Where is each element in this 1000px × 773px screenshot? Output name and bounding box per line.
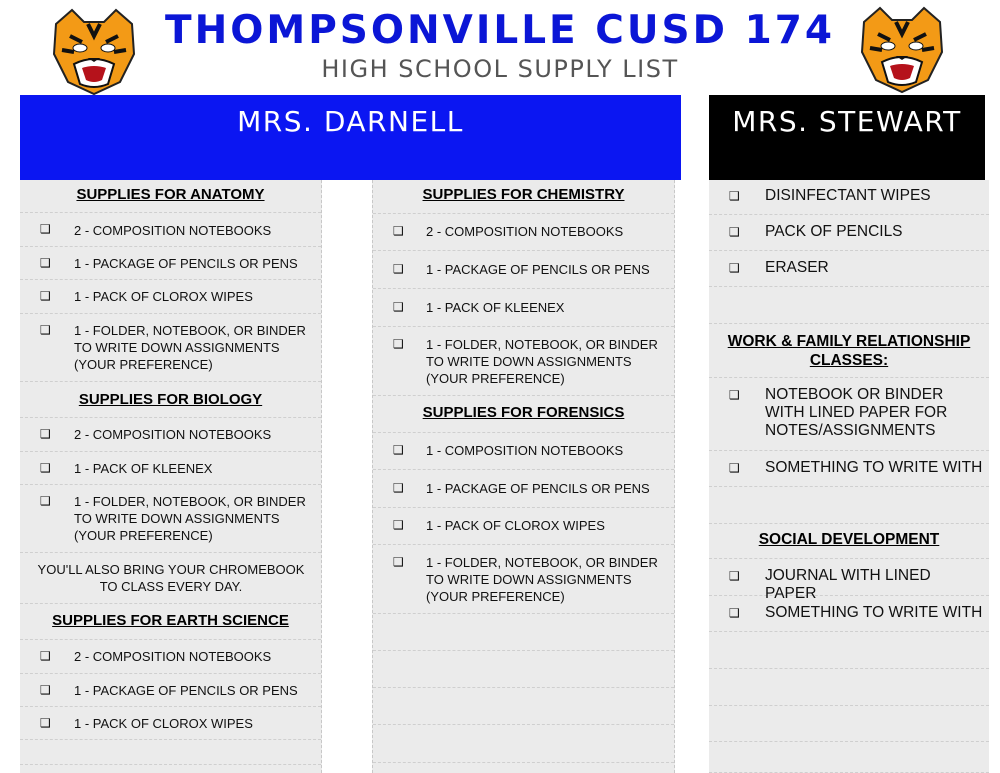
list-item: ❑ 2 - COMPOSITION NOTEBOOKS (20, 640, 321, 674)
checkbox-icon: ❑ (40, 716, 51, 730)
list-item: ❑ 1 - PACK OF CLOROX WIPES (373, 508, 674, 545)
list-item: ❑ 1 - COMPOSITION NOTEBOOKS (373, 433, 674, 470)
checkbox-icon: ❑ (40, 461, 51, 475)
empty-row (373, 725, 674, 763)
list-item: ❑ 1 - PACKAGE OF PENCILS OR PENS (20, 674, 321, 707)
empty-row (709, 742, 989, 773)
list-item: ❑ 1 - PACKAGE OF PENCILS OR PENS (20, 247, 321, 280)
anatomy-heading: SUPPLIES FOR ANATOMY (76, 186, 265, 203)
checkbox-icon: ❑ (40, 494, 51, 508)
empty-row (20, 740, 321, 765)
forensics-heading: SUPPLIES FOR FORENSICS (422, 404, 625, 421)
list-item: ❑ 1 - PACK OF KLEENEX (20, 452, 321, 485)
list-item: ❑ SOMETHING TO WRITE WITH (709, 596, 989, 632)
list-item: ❑ SOMETHING TO WRITE WITH (709, 451, 989, 487)
empty-row (373, 651, 674, 688)
chromebook-note: YOU'LL ALSO BRING YOUR CHROMEBOOK TO CLASS EVERY DAY. (37, 562, 305, 594)
list-item: ❑ 2 - COMPOSITION NOTEBOOKS (373, 214, 674, 251)
checkbox-icon: ❑ (393, 300, 404, 314)
checkbox-icon: ❑ (40, 222, 51, 236)
list-item: ❑ ERASER (709, 251, 989, 287)
checkbox-icon: ❑ (393, 518, 404, 532)
list-item: ❑ 2 - COMPOSITION NOTEBOOKS (20, 213, 321, 247)
teacher-header-darnell: MRS. DARNELL (20, 95, 681, 180)
list-item: ❑ 1 - FOLDER, NOTEBOOK, OR BINDER TO WRITE DOWN ASSIGNMENTS (YOUR PREFERENCE) (20, 485, 321, 553)
page-subtitle: HIGH SCHOOL SUPPLY LIST (321, 55, 679, 83)
list-item: ❑ PACK OF PENCILS (709, 215, 989, 251)
list-item: ❑ JOURNAL WITH LINED PAPER (709, 559, 989, 596)
empty-row (709, 632, 989, 669)
list-item: ❑ NOTEBOOK OR BINDER WITH LINED PAPER FOR NOTES/ASSIGNMENTS (709, 378, 989, 451)
checkbox-icon: ❑ (40, 323, 51, 337)
checkbox-icon: ❑ (40, 649, 51, 663)
section-heading-row (20, 180, 321, 213)
checkbox-icon: ❑ (40, 683, 51, 697)
checkbox-icon: ❑ (40, 256, 51, 270)
earth-science-heading: SUPPLIES FOR EARTH SCIENCE (52, 612, 289, 629)
checkbox-icon: ❑ (40, 427, 51, 441)
checkbox-icon: ❑ (393, 555, 404, 569)
darnell-column-left (20, 180, 322, 773)
checkbox-icon: ❑ (393, 224, 404, 238)
section-heading-row (373, 180, 674, 214)
list-item: ❑ 1 - PACK OF CLOROX WIPES (20, 280, 321, 314)
empty-row (709, 706, 989, 742)
stewart-column (709, 180, 989, 773)
biology-heading: SUPPLIES FOR BIOLOGY (78, 391, 263, 408)
checkbox-icon: ❑ (729, 189, 740, 203)
section-heading-row (373, 396, 674, 433)
checkbox-icon: ❑ (729, 569, 740, 583)
darnell-column-right (372, 180, 675, 773)
empty-row (709, 287, 989, 324)
list-item: ❑ 1 - PACKAGE OF PENCILS OR PENS (373, 470, 674, 508)
section-heading-row (709, 524, 989, 559)
checkbox-icon: ❑ (729, 388, 740, 402)
checkbox-icon: ❑ (729, 461, 740, 475)
checkbox-icon: ❑ (40, 289, 51, 303)
section-heading-row (20, 382, 321, 418)
empty-row (373, 688, 674, 725)
list-item: ❑ 1 - FOLDER, NOTEBOOK, OR BINDER TO WRITE DOWN ASSIGNMENTS (YOUR PREFERENCE) (373, 545, 674, 614)
list-item: ❑ 1 - FOLDER, NOTEBOOK, OR BINDER TO WRITE DOWN ASSIGNMENTS (YOUR PREFERENCE) (373, 327, 674, 396)
list-item: ❑ 1 - PACKAGE OF PENCILS OR PENS (373, 251, 674, 289)
checkbox-icon: ❑ (729, 261, 740, 275)
checkbox-icon: ❑ (393, 443, 404, 457)
list-item: ❑ DISINFECTANT WIPES (709, 180, 989, 215)
checkbox-icon: ❑ (729, 225, 740, 239)
teacher-header-stewart: MRS. STEWART (709, 95, 985, 180)
list-item: ❑ 2 - COMPOSITION NOTEBOOKS (20, 418, 321, 452)
social-development-heading: SOCIAL DEVELOPMENT (758, 531, 940, 548)
checkbox-icon: ❑ (729, 606, 740, 620)
chemistry-heading: SUPPLIES FOR CHEMISTRY (422, 186, 625, 203)
list-item: ❑ 1 - FOLDER, NOTEBOOK, OR BINDER TO WRITE DOWN ASSIGNMENTS (YOUR PREFERENCE) (20, 314, 321, 382)
list-item: ❑ 1 - PACK OF KLEENEX (373, 289, 674, 327)
checkbox-icon: ❑ (393, 262, 404, 276)
work-family-heading: WORK & FAMILY RELATIONSHIP CLASSES: (727, 333, 971, 369)
list-item: ❑ 1 - PACK OF CLOROX WIPES (20, 707, 321, 740)
empty-row (373, 614, 674, 651)
empty-row (709, 669, 989, 706)
section-heading-row (709, 324, 989, 378)
chromebook-note-row (20, 553, 321, 604)
checkbox-icon: ❑ (393, 337, 404, 351)
checkbox-icon: ❑ (393, 481, 404, 495)
section-heading-row (20, 604, 321, 640)
page-title: THOMPSONVILLE CUSD 174 (164, 8, 836, 53)
empty-row (709, 487, 989, 524)
